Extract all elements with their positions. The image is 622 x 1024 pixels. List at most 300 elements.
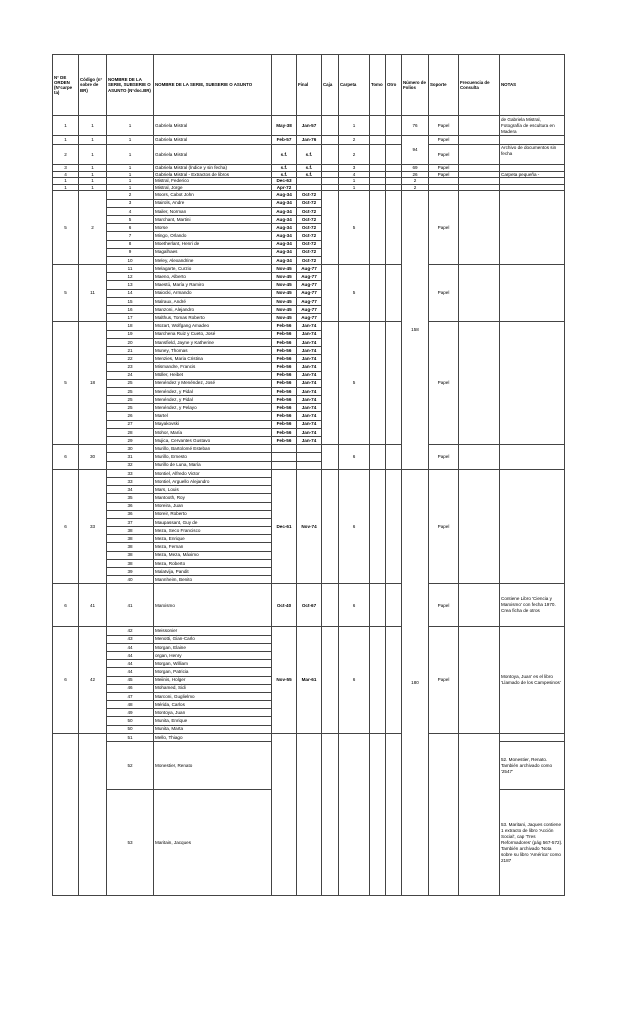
asunto-cell: Moetherlant, Henri de [154,240,272,248]
carpeta-cell: 1 [339,178,370,185]
asunto-cell: Mantooth, Roy [154,494,272,502]
doc-number-cell: 25 [107,404,154,412]
codigo-cell: 41 [79,584,107,627]
orden-cell: 1 [53,136,79,145]
soporte-cell: Papel [429,265,459,322]
asunto-cell: Gabriela Mistral - Extractos de libros [154,171,272,178]
doc-number-cell: 23 [107,363,154,371]
asunto-cell: Menéndez y Menéndez, José [154,379,272,387]
fecha-inicio-cell: Feb-56 [272,428,297,436]
doc-number-cell: 38 [107,543,154,551]
col-folios: Número de Folios [402,55,429,116]
caja-cell [322,469,339,584]
table-row [53,184,565,191]
asunto-cell: Meza, Roberto [154,559,272,567]
doc-number-cell: 52 [107,742,154,790]
fecha-inicio-cell: Nov-45 [272,297,297,305]
otro-cell [386,445,402,470]
tomo-cell [370,136,386,145]
doc-number-cell: 45 [107,676,154,684]
codigo-cell: 1 [79,184,107,191]
soporte-cell [429,184,459,191]
doc-number-cell: 21 [107,346,154,354]
asunto-cell: Menéndez, y Pidal [154,396,272,404]
folios-cell: 180 [402,469,429,895]
fecha-final-cell: Jan-74 [297,396,322,404]
codigo-cell: 18 [79,322,107,445]
fecha-final-cell [297,178,322,185]
doc-number-cell: 35 [107,494,154,502]
doc-number-cell: 34 [107,486,154,494]
doc-number-cell: 6 [107,224,154,232]
frecuencia-cell [459,191,500,265]
caja-cell [322,265,339,322]
frecuencia-cell [459,136,500,145]
doc-number-cell: 38 [107,535,154,543]
asunto-cell: Mannheim, Benito [154,576,272,584]
orden-cell [53,733,79,895]
asunto-cell: Mohamed, Sidi [154,684,272,692]
inventory-table [52,54,565,896]
carpeta-cell: 1 [339,184,370,191]
fecha-inicio-cell [272,461,297,469]
carpeta-cell: 4 [339,171,370,178]
doc-number-cell: 36 [107,502,154,510]
fecha-final-cell [297,461,322,469]
doc-number-cell: 11 [107,265,154,273]
frecuencia-cell [459,627,500,733]
header-row [53,55,565,116]
doc-number-cell: 1 [107,116,154,136]
asunto-cell: Marxismo [154,584,272,627]
fecha-inicio-cell: Feb-56 [272,387,297,395]
fecha-inicio-cell: Nov-45 [272,289,297,297]
asunto-cell: Morgan, Elaine [154,643,272,651]
doc-number-cell: 29 [107,437,154,445]
asunto-cell: Gabriela Mistral [154,136,272,145]
frecuencia-cell [459,445,500,470]
otro-cell [386,469,402,584]
fecha-inicio-cell: Nov-55 [272,627,297,733]
table-row [53,171,565,178]
codigo-cell: 1 [79,136,107,145]
col-notas: NOTAS [500,55,565,116]
orden-cell: 6 [53,584,79,627]
carpeta-cell: 3 [339,165,370,172]
fecha-inicio-cell: Feb-56 [272,330,297,338]
fecha-final-cell: Jan-74 [297,420,322,428]
fecha-final-cell: Jan-74 [297,330,322,338]
fecha-final-cell [297,453,322,461]
col-nombre: NOMBRE DE LA SERIE, SUBSERIE O ASUNTO (N°doc.BR) [107,55,154,116]
caja-cell [322,191,339,265]
doc-number-cell: 15 [107,297,154,305]
otro-cell [386,584,402,627]
asunto-cell: Marchant, Martini [154,215,272,223]
doc-number-cell: 49 [107,709,154,717]
doc-number-cell: 39 [107,568,154,576]
doc-number-cell: 36 [107,510,154,518]
otro-cell [386,136,402,145]
asunto-cell: Mairols, Andre [154,199,272,207]
asunto-cell: organ, Henry [154,651,272,659]
fecha-final-cell: Jan-74 [297,322,322,330]
asunto-cell: Malatvija, Pandit [154,568,272,576]
fecha-final-cell: Jan-74 [297,404,322,412]
doc-number-cell: 1 [107,171,154,178]
asunto-cell: Maupassant, Guy de [154,518,272,526]
asunto-cell: Malraux, André [154,297,272,305]
tomo-cell [370,171,386,178]
folios-cell: 158 [402,191,429,469]
fecha-final-cell: Jan-74 [297,371,322,379]
doc-number-cell: 42 [107,627,154,635]
asunto-cell: Maiocki, Armando [154,289,272,297]
fecha-inicio-cell: Nov-45 [272,273,297,281]
codigo-cell [79,733,107,895]
caja-cell [322,165,339,172]
otro-cell [386,178,402,185]
asunto-cell: Malthus, Tomas Roberto [154,314,272,322]
orden-cell: 5 [53,191,79,265]
asunto-cell: Menéndez, y Pelayo [154,404,272,412]
asunto-cell: Mailer, Norman [154,207,272,215]
caja-cell [322,733,339,895]
notas-cell: Archivo de documentos sin fecha [500,145,565,165]
asunto-cell: Munita, Enrique [154,717,272,725]
orden-cell: 6 [53,469,79,584]
table-row [53,265,565,273]
soporte-cell: Papel [429,145,459,165]
asunto-cell: Marconi, Guglielmo [154,692,272,700]
doc-number-cell: 4 [107,207,154,215]
asunto-cell: Meiinis, Holger [154,676,272,684]
doc-number-cell: 53 [107,790,154,896]
frecuencia-cell [459,733,500,895]
otro-cell [386,322,402,445]
doc-number-cell: 51 [107,733,154,741]
fecha-final-cell: Jan-74 [297,355,322,363]
fecha-final-cell: Jan-74 [297,387,322,395]
asunto-cell: Monestier, Renato [154,742,272,790]
frecuencia-cell [459,178,500,185]
tomo-cell [370,265,386,322]
tomo-cell [370,184,386,191]
doc-number-cell: 7 [107,232,154,240]
otro-cell [386,733,402,895]
fecha-final-cell: Oct-72 [297,248,322,256]
doc-number-cell: 44 [107,668,154,676]
doc-number-cell: 31 [107,453,154,461]
doc-number-cell: 24 [107,371,154,379]
asunto-cell: Menzies, Maria Cristina [154,355,272,363]
notas-cell [500,178,565,185]
fecha-final-cell: Mar-61 [297,627,322,733]
soporte-cell: Papel [429,445,459,470]
doc-number-cell: 27 [107,420,154,428]
fecha-final-cell: Oct-72 [297,224,322,232]
doc-number-cell: 25 [107,379,154,387]
soporte-cell: Papel [429,469,459,584]
otro-cell [386,116,402,136]
tomo-cell [370,469,386,584]
otro-cell [386,145,402,165]
fecha-inicio-cell: Aug-34 [272,207,297,215]
otro-cell [386,171,402,178]
folios-cell: 26 [402,171,429,178]
asunto-cell: Morse [154,224,272,232]
fecha-final-cell [297,184,322,191]
fecha-inicio-cell: Nov-45 [272,306,297,314]
fecha-final-cell: Jan-74 [297,437,322,445]
carpeta-cell: 1 [339,116,370,136]
doc-number-cell: 32 [107,461,154,469]
caja-cell [322,116,339,136]
fecha-final-cell: s.f. [297,165,322,172]
asunto-cell: Maritain, Jacques [154,790,272,896]
table-row [53,445,565,453]
doc-number-cell: 50 [107,725,154,733]
fecha-final-cell: Jan-74 [297,346,322,354]
carpeta-cell: 5 [339,191,370,265]
notas-cell [500,191,565,265]
carpeta-cell [339,733,370,895]
table-row [53,116,565,136]
folios-cell: 94 [402,136,429,165]
fecha-inicio-cell: Aug-34 [272,232,297,240]
asunto-cell: Mohor, María [154,428,272,436]
doc-number-cell: 1 [107,145,154,165]
doc-number-cell: 18 [107,322,154,330]
codigo-cell: 30 [79,445,107,470]
otro-cell [386,627,402,733]
fecha-final-cell: Jan-74 [297,363,322,371]
frecuencia-cell [459,265,500,322]
notas-cell: de Gabriela Mistral, Fotografía de escultura en Madera [500,116,565,136]
fecha-inicio-cell: Aug-34 [272,191,297,199]
doc-number-cell: 43 [107,635,154,643]
col-tomo: Tomo [370,55,386,116]
doc-number-cell: 5 [107,215,154,223]
fecha-inicio-cell: Dec-63 [272,178,297,185]
caja-cell [322,445,339,470]
frecuencia-cell [459,165,500,172]
asunto-cell: Manzoni, Alejandro [154,306,272,314]
fecha-inicio-cell: Oct-40 [272,584,297,627]
doc-number-cell: 30 [107,445,154,453]
folios-cell: 69 [402,165,429,172]
soporte-cell: Papel [429,322,459,445]
fecha-inicio-cell: s.f. [272,165,297,172]
doc-number-cell: 40 [107,576,154,584]
doc-number-cell: 47 [107,692,154,700]
tomo-cell [370,116,386,136]
fecha-final-cell: s.f. [297,171,322,178]
doc-number-cell: 8 [107,240,154,248]
fecha-final-cell [297,733,322,895]
asunto-cell: Martel [154,412,272,420]
tomo-cell [370,733,386,895]
doc-number-cell: 33 [107,477,154,485]
asunto-cell: Muney, Thomas [154,346,272,354]
caja-cell [322,584,339,627]
caja-cell [322,136,339,145]
fecha-inicio-cell: Feb-56 [272,363,297,371]
otro-cell [386,191,402,265]
notas-cell [500,265,565,322]
doc-number-cell: 44 [107,660,154,668]
doc-number-cell: 37 [107,518,154,526]
carpeta-cell: 5 [339,265,370,322]
table-row [53,584,565,627]
notas-cell: Contiene Libro 'Ciencia y Marxismo' con fecha 1970. Crea ficha de otros [500,584,565,627]
asunto-cell: Gabriela Mistral [154,145,272,165]
orden-cell: 3 [53,165,79,172]
fecha-final-cell: Aug-77 [297,289,322,297]
asunto-cell: Mars, Louis [154,486,272,494]
asunto-cell: Mistral, Federico [154,178,272,185]
frecuencia-cell [459,116,500,136]
fecha-inicio-cell: Aug-34 [272,248,297,256]
asunto-cell: Gabriela Mistral (Índice y sin fecha) [154,165,272,172]
doc-number-cell: 33 [107,469,154,477]
codigo-cell: 1 [79,116,107,136]
asunto-cell: Moors, Cabot John [154,191,272,199]
asunto-cell: Meza, Seco Francisco [154,527,272,535]
tomo-cell [370,627,386,733]
table-row [53,733,565,741]
doc-number-cell: 38 [107,559,154,567]
doc-number-cell: 26 [107,412,154,420]
doc-number-cell: 44 [107,651,154,659]
asunto-cell: Mérida, Carlos [154,701,272,709]
col-asunto: NOMBRE DE LA SERIE, SUBSERIE O ASUNTO [154,55,272,116]
asunto-cell: Meley, Alexandrine [154,256,272,264]
fecha-final-cell: Oct-72 [297,215,322,223]
asunto-cell: Mistral, Jorge [154,184,272,191]
fecha-final-cell: Oct-72 [297,207,322,215]
notas-cell [500,733,565,741]
asunto-cell: Mismandre, Francis [154,363,272,371]
fecha-inicio-cell: Feb-56 [272,338,297,346]
fecha-inicio-cell: Aug-34 [272,256,297,264]
table-body [53,116,565,896]
fecha-final-cell: Oct-72 [297,240,322,248]
fecha-final-cell: Aug-77 [297,273,322,281]
fecha-inicio-cell: Nov-45 [272,281,297,289]
asunto-cell: Moreira, Juan [154,502,272,510]
inventory-sheet [52,54,564,928]
soporte-cell: Papel [429,136,459,145]
doc-number-cell: 14 [107,289,154,297]
notas-cell [500,184,565,191]
frecuencia-cell [459,145,500,165]
tomo-cell [370,145,386,165]
table-row [53,136,565,145]
tomo-cell [370,445,386,470]
col-caja: Caja [322,55,339,116]
asunto-cell: Marchena Ruiz y Cueto, José [154,330,272,338]
fecha-final-cell: Jan-76 [297,136,322,145]
carpeta-cell: 6 [339,584,370,627]
fecha-inicio-cell: s.f. [272,145,297,165]
otro-cell [386,265,402,322]
otro-cell [386,165,402,172]
fecha-inicio-cell [272,445,297,453]
carpeta-cell: 6 [339,469,370,584]
soporte-cell: Papel [429,627,459,733]
fecha-inicio-cell: Apr-72 [272,184,297,191]
notas-cell: Carpeta pequeña - [500,171,565,178]
frecuencia-cell [459,469,500,584]
table-row [53,178,565,185]
fecha-inicio-cell: Aug-34 [272,199,297,207]
table-row [53,191,565,199]
asunto-cell: Meissonier [154,627,272,635]
asunto-cell: Meza, Meza, Máximo [154,551,272,559]
asunto-cell: Menéndez, y Pidal [154,387,272,395]
fecha-final-cell: Nov-74 [297,469,322,584]
asunto-cell: Morgan, Patricia [154,668,272,676]
doc-number-cell: 1 [107,178,154,185]
doc-number-cell: 2 [107,191,154,199]
asunto-cell: Menotti, Gian-Carlo [154,635,272,643]
fecha-inicio-cell: Feb-57 [272,136,297,145]
fecha-final-cell: Jan-74 [297,338,322,346]
doc-number-cell: 3 [107,199,154,207]
table-row [53,322,565,330]
fecha-final-cell: Jan-74 [297,412,322,420]
fecha-inicio-cell: May-38 [272,116,297,136]
fecha-inicio-cell: Feb-56 [272,379,297,387]
soporte-cell [429,178,459,185]
table-row [53,627,565,635]
tomo-cell [370,322,386,445]
caja-cell [322,178,339,185]
doc-number-cell: 48 [107,701,154,709]
tomo-cell [370,178,386,185]
col-carpeta: Carpeta [339,55,370,116]
orden-cell: 1 [53,178,79,185]
doc-number-cell: 9 [107,248,154,256]
col-frecuencia: Frecuencia de Consulta [459,55,500,116]
fecha-inicio-cell: Aug-34 [272,224,297,232]
soporte-cell: Papel [429,584,459,627]
fecha-inicio-cell: Dec-61 [272,469,297,584]
asunto-cell: Magalhaes [154,248,272,256]
orden-cell: 6 [53,627,79,733]
fecha-inicio-cell: Nov-45 [272,314,297,322]
fecha-inicio-cell: Feb-56 [272,322,297,330]
orden-cell: 5 [53,322,79,445]
carpeta-cell: 2 [339,136,370,145]
tomo-cell [370,584,386,627]
doc-number-cell: 19 [107,330,154,338]
caja-cell [322,184,339,191]
doc-number-cell: 1 [107,184,154,191]
doc-number-cell: 20 [107,338,154,346]
doc-number-cell: 1 [107,165,154,172]
fecha-inicio-cell: Aug-34 [272,240,297,248]
fecha-final-cell: Jan-57 [297,116,322,136]
col-soporte: Soporte [429,55,459,116]
asunto-cell: Murillo, Bartolomé Esteban [154,445,272,453]
codigo-cell: 1 [79,145,107,165]
frecuencia-cell [459,171,500,178]
asunto-cell: Murillo, Ernesto [154,453,272,461]
asunto-cell: Mujica, Cervantes Gustavo [154,437,272,445]
codigo-cell: 11 [79,265,107,322]
